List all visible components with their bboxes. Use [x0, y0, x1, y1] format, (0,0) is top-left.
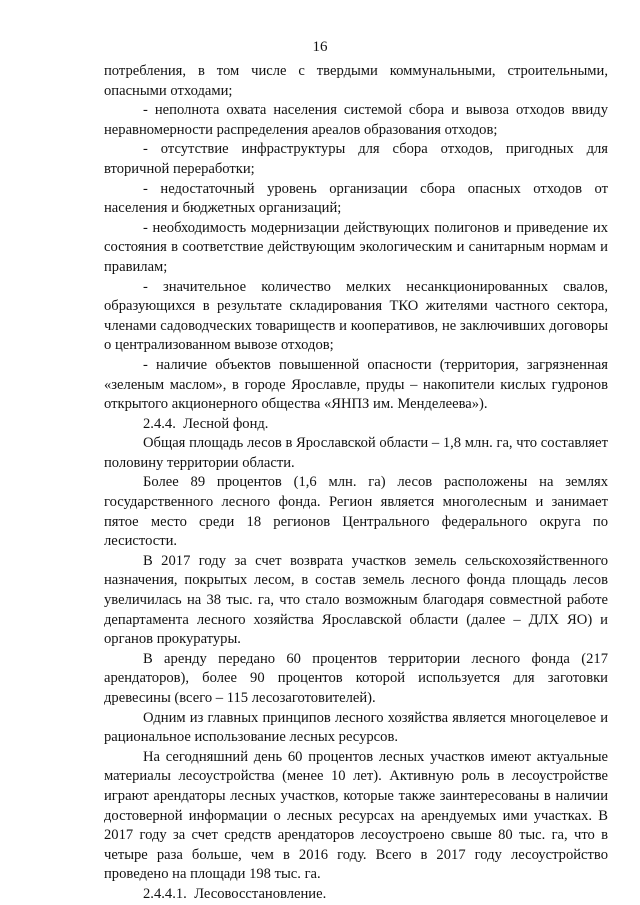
list-item: - неполнота охвата населения системой сбора и вывоза отходов ввиду неравномерности распределения ареалов образования отходов;: [104, 102, 608, 138]
subsection-heading: 2.4.4.1. Лесовосстановление.: [143, 885, 327, 902]
list-item: - недостаточный уровень организации сбора опасных отходов от населения и бюджетных организаций;: [104, 180, 608, 217]
list-item: - отсутствие инфраструктуры для сбора отходов, пригодных для вторичной переработки;: [104, 141, 608, 177]
list-item: - наличие объектов повышенной опасности (территория, загрязненная «зеленым маслом», в городе Ярославле, пруды – накопители кислых гудронов открытого акционерного общества «ЯНПЗ им. Менделеева»).: [104, 356, 608, 413]
paragraph: Общая площадь лесов в Ярославской области – 1,8 млн. га, что составляет половину территории области.: [104, 435, 608, 471]
section-heading: 2.4.4. Лесной фонд.: [143, 415, 269, 432]
paragraph: В аренду передано 60 процентов территории лесного фонда (217 арендаторов), более 90 процентов которой используется для заготовки древесины (всего – 115 лесозаготовителей).: [104, 650, 608, 706]
document-body: [104, 62, 608, 905]
list-item: - необходимость модернизации действующих полигонов и приведение их состояния в соответствие действующим экологическим и санитарным нормам и правилам;: [104, 219, 608, 275]
list-item: - значительное количество мелких несанкционированных свалов, образующихся в результате складирования ТКО жителями частного сектора, членами садоводческих товариществ и кооперативов, не заключивших договоры о централизованном вывозе отходов;: [104, 278, 608, 354]
paragraph-continuation: потребления, в том числе с твердыми коммунальными, строительными, опасными отходами;: [104, 63, 608, 99]
paragraph: В 2017 году за счет возврата участков земель сельскохозяйственного назначения, покрытых лесом, в состав земель лесного фонда площадь лесов увеличилась на 38 тыс. га, что стало возможным благодаря совместной работе департамента лесного хозяйства Ярославской области (далее – ДЛХ ЯО) и органов прокуратуры.: [104, 552, 608, 648]
page-number: 16: [312, 39, 328, 55]
paragraph: Одним из главных принципов лесного хозяйства является многоцелевое и рациональное использование лесных ресурсов.: [104, 709, 608, 746]
paragraph: Более 89 процентов (1,6 млн. га) лесов расположены на землях государственного лесного фонда. Регион является многолесным и занимает пятое место среди 18 регионов Центрального федерального округа по лесистости.: [104, 474, 608, 550]
paragraph: На сегодняшний день 60 процентов лесных участков имеют актуальные материалы лесоустройства (менее 10 лет). Активную роль в лесоустройстве играют арендаторы лесных участков, которые также заинтересованы в наличии достоверной информации о лесных ресурсах на арендуемых ими участках. В 2017 году за счет средств арендаторов лесоустроено свыше 80 тыс. га, что в четыре раза больше, чем в 2016 году. Всего в 2017 году лесоустройство проведено на площади 198 тыс. га.: [104, 748, 608, 883]
